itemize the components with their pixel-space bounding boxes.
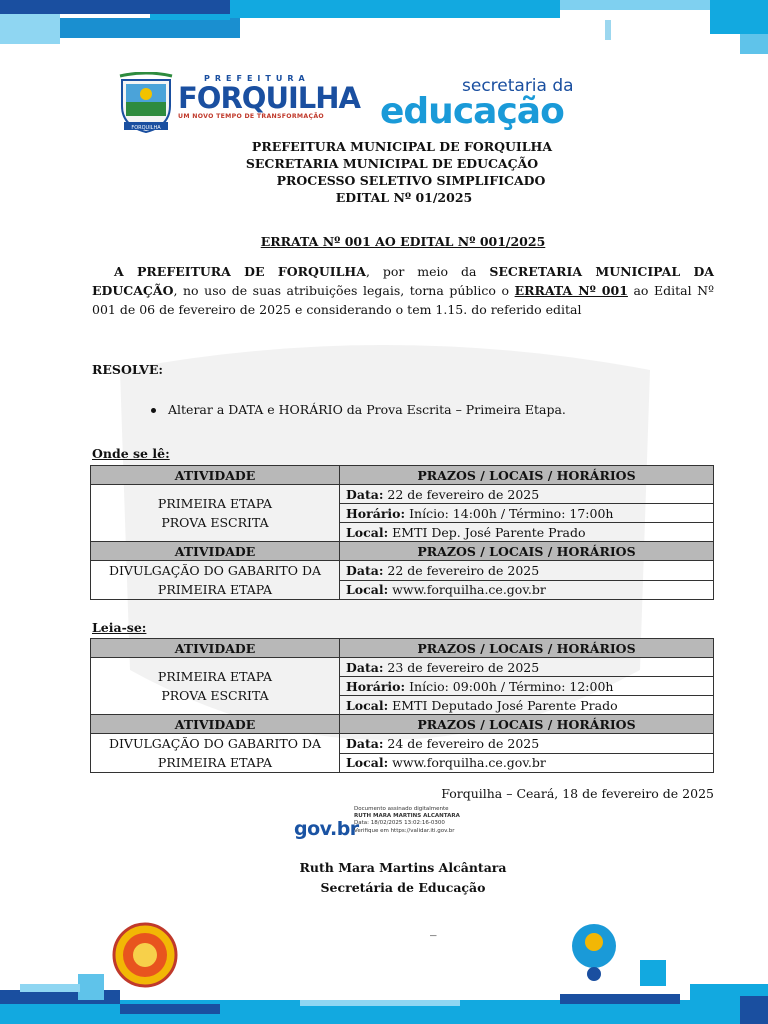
activity-cell <box>91 561 340 600</box>
forquilha-seal-logo <box>116 72 176 134</box>
place-date: Forquilha – Ceará, 18 de fevereiro de 2025 <box>441 786 714 801</box>
activity-cell <box>91 485 340 542</box>
resolve-heading: RESOLVE: <box>92 362 163 377</box>
govbr-signer: RUTH MARA MARTINS ALCANTARA <box>354 813 460 820</box>
title-line-secretaria: SECRETARIA MUNICIPAL DE EDUCAÇÃO <box>245 156 539 171</box>
signature-dash: _ <box>430 922 437 937</box>
bullet-item <box>168 402 566 417</box>
header-deadlines: PRAZOS / LOCAIS / HORÁRIOS <box>340 715 714 734</box>
info-value: 22 de fevereiro de 2025 <box>383 486 540 502</box>
intro-text-1: , por meio da <box>365 264 490 279</box>
errata-title: ERRATA Nº 001 AO EDITAL Nº 001/2025 <box>260 234 546 249</box>
activity-line: PRIMEIRA ETAPA <box>157 582 273 597</box>
title-line-prefeitura: PREFEITURA MUNICIPAL DE FORQUILHA <box>251 139 553 154</box>
info-value: EMTI Deputado José Parente Prado <box>388 697 618 713</box>
signer-name: Ruth Mara Martins Alcântara <box>299 860 507 875</box>
intro-errata-ref: ERRATA Nº 001 <box>514 283 628 298</box>
table-row <box>91 561 714 581</box>
header-activity: ATIVIDADE <box>91 639 340 658</box>
info-cell <box>340 753 714 773</box>
table-header-row <box>91 466 714 485</box>
table-row <box>91 658 714 677</box>
info-value: Início: 14:00h / Término: 17:00h <box>405 505 614 521</box>
intro-text-3: ao Edital Nº 001 de 06 de fevereiro de 2025 e considerando o tem 1.15. do referido edital <box>92 283 714 317</box>
info-value: 24 de fevereiro de 2025 <box>383 735 540 751</box>
title-line-edital: EDITAL Nº 01/2025 <box>335 190 473 205</box>
info-value: 22 de fevereiro de 2025 <box>383 562 540 578</box>
govbr-line: Data: 18/02/2025 13:02:16-0300 <box>354 820 445 827</box>
forquilha-wordmark: FORQUILHA <box>178 81 360 115</box>
info-cell <box>340 677 714 696</box>
prefeitura-label: PREFEITURA <box>204 74 310 83</box>
info-cell <box>340 504 714 523</box>
info-value: www.forquilha.ce.gov.br <box>388 755 546 771</box>
table-row <box>91 734 714 754</box>
onde-label: Onde se lê: <box>92 446 170 461</box>
activity-line: DIVULGAÇÃO DO GABARITO DA <box>108 736 322 751</box>
header-activity: ATIVIDADE <box>91 715 340 734</box>
govbr-line: Documento assinado digitalmente <box>354 806 449 812</box>
table-row <box>91 485 714 504</box>
activity-cell <box>91 658 340 715</box>
bullet-dot-icon <box>151 408 156 413</box>
local-label: Local: <box>346 582 389 598</box>
info-cell <box>340 734 714 754</box>
data-label: Data: <box>346 486 384 502</box>
info-value: www.forquilha.ce.gov.br <box>388 582 546 598</box>
info-value: Início: 09:00h / Término: 12:00h <box>405 678 614 694</box>
activity-line: PRIMEIRA ETAPA <box>157 496 273 511</box>
govbr-logo <box>294 818 359 840</box>
prefeitura-tagline: UM NOVO TEMPO DE TRANSFORMAÇÃO <box>178 113 324 120</box>
signer-role: Secretária de Educação <box>320 880 486 895</box>
header-deadlines: PRAZOS / LOCAIS / HORÁRIOS <box>340 542 714 561</box>
table-header-row <box>91 715 714 734</box>
educacao-wordmark: educação <box>380 91 564 132</box>
table-header-row <box>91 542 714 561</box>
info-cell <box>340 696 714 715</box>
intro-prefeitura: A PREFEITURA DE FORQUILHA <box>114 264 366 279</box>
selo-unicef-logo <box>566 922 622 982</box>
info-cell <box>340 658 714 677</box>
header-deadlines: PRAZOS / LOCAIS / HORÁRIOS <box>340 466 714 485</box>
secretaria-educacao-logo <box>380 78 610 130</box>
activity-line: PROVA ESCRITA <box>161 515 269 530</box>
data-label: Data: <box>346 659 384 675</box>
leia-table <box>90 638 714 773</box>
activity-cell <box>91 734 340 773</box>
header-activity: ATIVIDADE <box>91 466 340 485</box>
info-cell <box>340 523 714 542</box>
intro-secretaria: SECRETARIA MUNICIPAL DA EDUCAÇÃO <box>92 264 714 298</box>
govbr-line: Verifique em https://validar.iti.gov.br <box>354 827 455 834</box>
govbr-signature-stamp <box>294 806 474 848</box>
activity-line: DIVULGAÇÃO DO GABARITO DA <box>108 563 322 578</box>
govbr-details <box>354 806 460 835</box>
govbr-logo-text: gov.br <box>294 818 359 840</box>
horario-label: Horário: <box>346 505 406 521</box>
info-cell <box>340 580 714 600</box>
info-cell <box>340 485 714 504</box>
prefeitura-wordmark <box>178 74 360 120</box>
intro-text-2: , no uso de suas atribuições legais, torna público o <box>173 283 515 298</box>
award-seal-logo <box>112 922 178 988</box>
data-label: Data: <box>346 562 384 578</box>
local-label: Local: <box>346 697 389 713</box>
header-deadlines: PRAZOS / LOCAIS / HORÁRIOS <box>340 639 714 658</box>
secretaria-label: secretaria da <box>462 76 574 96</box>
local-label: Local: <box>346 755 389 771</box>
seal-caption: FORQUILHA <box>131 125 161 131</box>
leia-label: Leia-se: <box>92 620 147 635</box>
info-cell <box>340 561 714 581</box>
activity-line: PRIMEIRA ETAPA <box>157 755 273 770</box>
onde-table <box>90 465 714 600</box>
local-label: Local: <box>346 524 389 540</box>
bullet-text: Alterar a DATA e HORÁRIO da Prova Escrita – Primeira Etapa. <box>168 402 566 417</box>
intro-paragraph <box>92 262 714 319</box>
info-value: 23 de fevereiro de 2025 <box>383 659 540 675</box>
activity-line: PROVA ESCRITA <box>161 688 269 703</box>
title-line-processo: PROCESSO SELETIVO SIMPLIFICADO <box>276 173 546 188</box>
table-header-row <box>91 639 714 658</box>
top-frame-decoration <box>0 0 768 60</box>
activity-line: PRIMEIRA ETAPA <box>157 669 273 684</box>
header-activity: ATIVIDADE <box>91 542 340 561</box>
horario-label: Horário: <box>346 678 406 694</box>
data-label: Data: <box>346 735 384 751</box>
info-value: EMTI Dep. José Parente Prado <box>388 524 586 540</box>
